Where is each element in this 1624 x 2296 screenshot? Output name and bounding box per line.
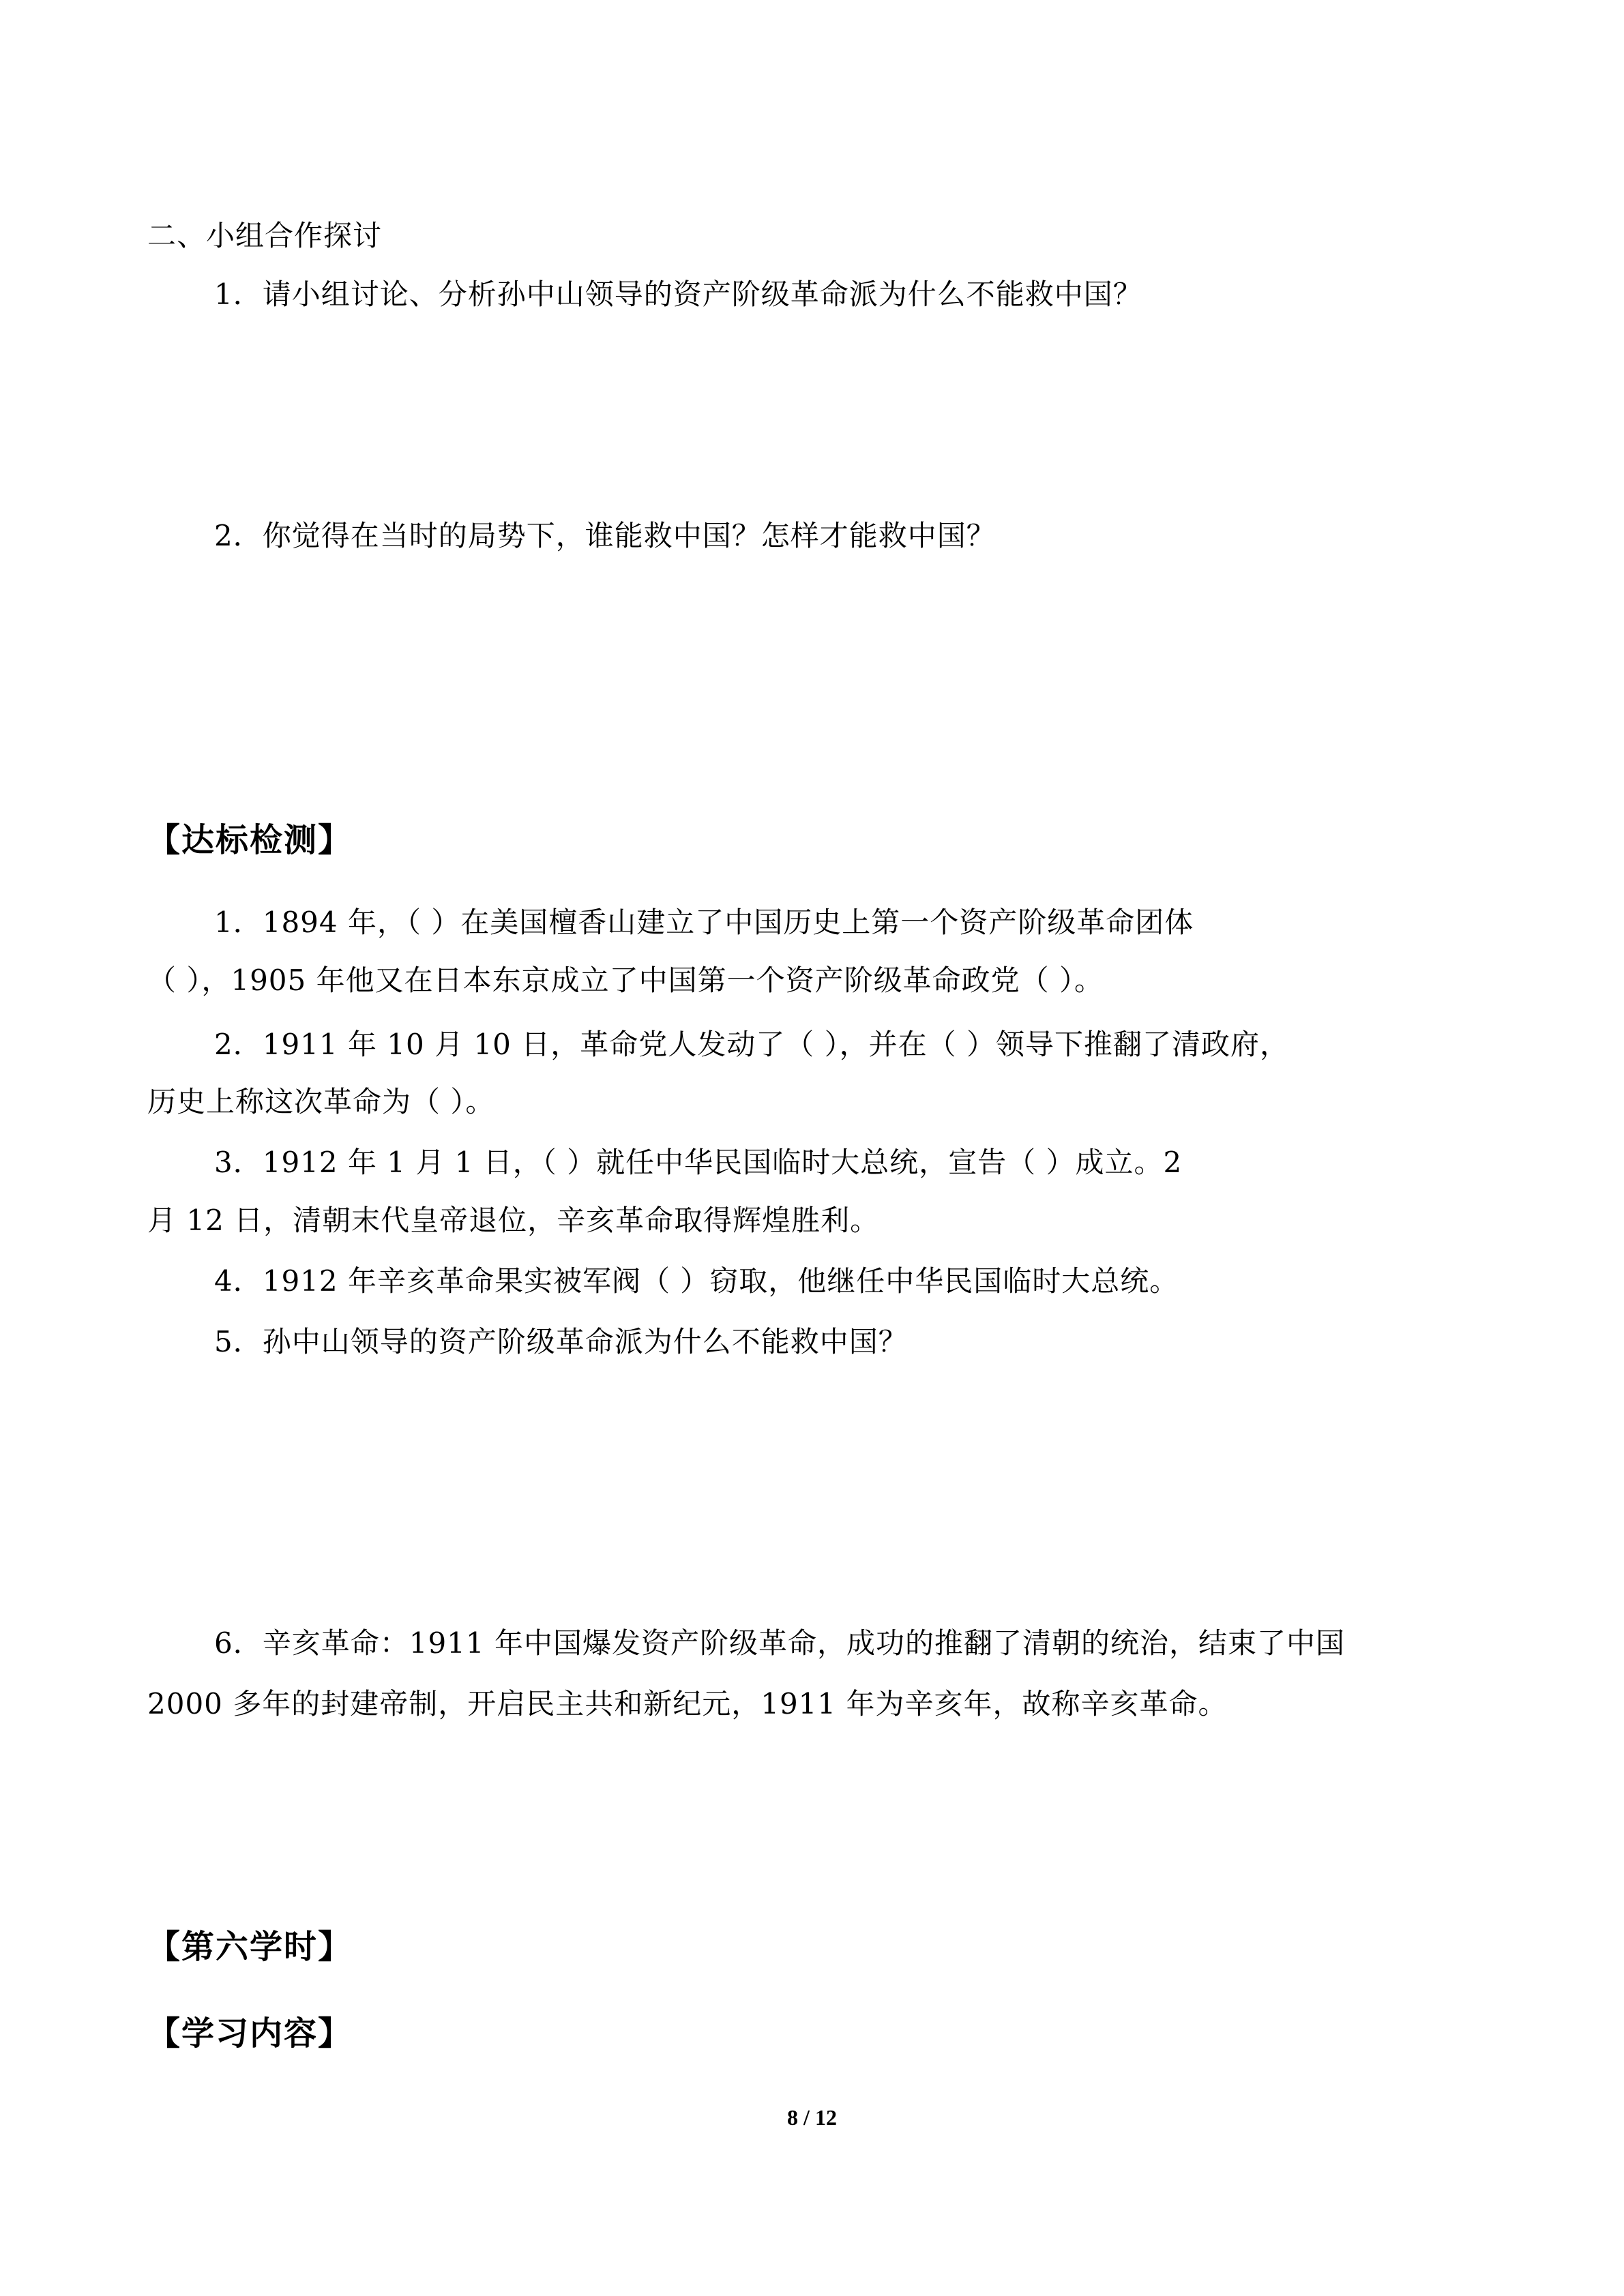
section-title: 二、小组合作探讨 [147, 219, 383, 252]
test-item-6-line-2: 2000 多年的封建帝制，开启民主共和新纪元，1911 年为辛亥年，故称辛亥革命。 [147, 1687, 1228, 1720]
lesson-6-heading: 【第六学时】 [147, 1928, 353, 1966]
question-2: 2．你觉得在当时的局势下，谁能救中国？怎样才能救中国？ [214, 519, 996, 552]
test-heading: 【达标检测】 [147, 821, 353, 859]
test-item-1-line-2: （ ），1905 年他又在日本东京成立了中国第一个资产阶级革命政党（ ）。 [147, 964, 1104, 997]
page-number: 8 / 12 [787, 2105, 837, 2130]
question-1: 1．请小组讨论、分析孙中山领导的资产阶级革命派为什么不能救中国？ [214, 278, 1142, 311]
test-item-3-line-2: 月 12 日，清朝末代皇帝退位，辛亥革命取得辉煌胜利。 [147, 1204, 880, 1237]
test-item-4: 4．1912 年辛亥革命果实被军阀（ ）窃取，他继任中华民国临时大总统。 [214, 1264, 1179, 1298]
test-item-2-line-2: 历史上称这次革命为（ ）。 [147, 1085, 495, 1118]
test-item-3-line-1: 3．1912 年 1 月 1 日，（ ）就任中华民国临时大总统，宣告（ ）成立。2 [214, 1146, 1183, 1179]
content-heading: 【学习内容】 [147, 2014, 353, 2053]
test-item-6-line-1: 6．辛亥革命：1911 年中国爆发资产阶级革命，成功的推翻了清朝的统治，结束了中国 [214, 1626, 1345, 1660]
test-item-2-line-1: 2．1911 年 10 月 10 日，革命党人发动了（ ），并在（ ）领导下推翻了清政府， [214, 1028, 1289, 1061]
test-item-1-line-1: 1．1894 年，（ ）在美国檀香山建立了中国历史上第一个资产阶级革命团体 [214, 906, 1194, 939]
test-item-5: 5．孙中山领导的资产阶级革命派为什么不能救中国？ [214, 1325, 908, 1358]
